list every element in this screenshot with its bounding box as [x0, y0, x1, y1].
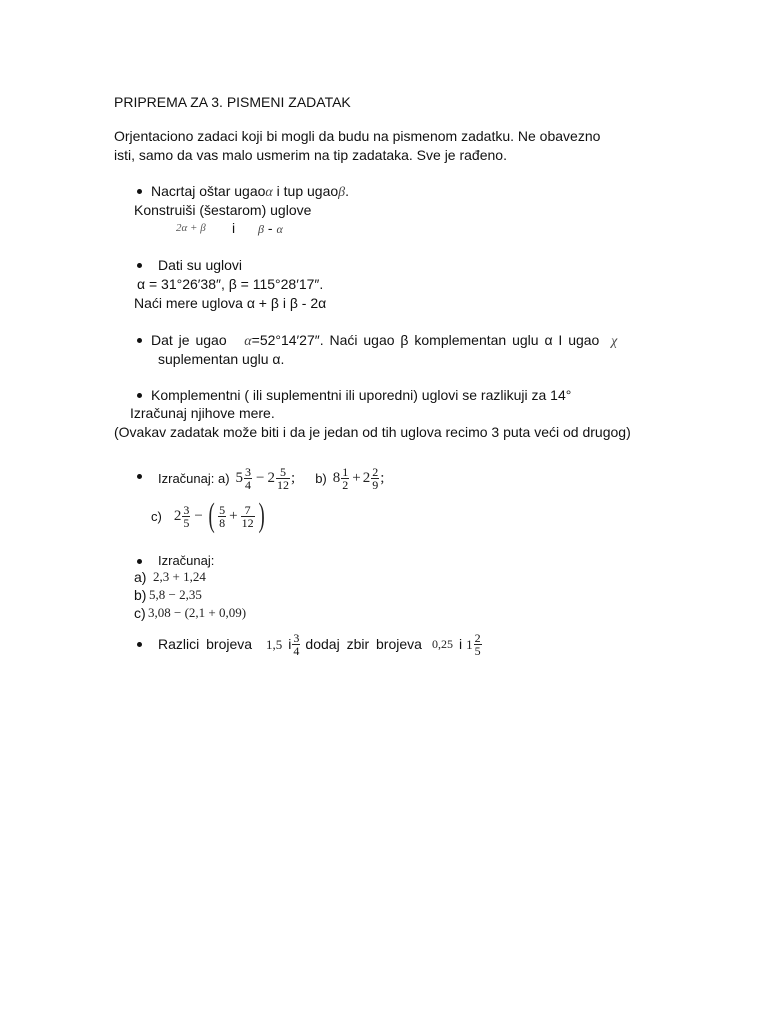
operator: + — [352, 469, 361, 486]
bullet-task-6 — [137, 559, 142, 564]
task4-paragraph: (Ovakav zadatak može biti i da je jedan od tih uglova recimo 3 puta veći od drugog) — [114, 424, 631, 440]
task5-b-label: b) — [315, 470, 327, 486]
intro-line-2: isti, samo da vas malo usmerim na tip zadataka. Sve je rađeno. — [114, 147, 507, 163]
fraction: $\frac{5}{8}$ — [219, 502, 226, 530]
task1-text-a: Nacrtaj oštar ugao — [151, 183, 266, 199]
bullet-task-1 — [137, 189, 142, 194]
task1-line-1 — [151, 183, 349, 201]
task7-line — [158, 624, 483, 664]
expr2-minus: - — [263, 220, 277, 236]
paren-close: ) — [258, 497, 265, 534]
fraction: $\frac{5}{12}$ — [277, 464, 290, 492]
task5-row-ab — [158, 458, 384, 498]
paren-open: ( — [208, 497, 215, 534]
bullet-task-5 — [137, 474, 142, 479]
intro-line-1: Orjentaciono zadaci koji bi mogli da budu na pismenom zadatku. Ne obavezno — [114, 128, 601, 144]
fraction: $\frac{3}{4}$ — [293, 630, 300, 658]
b-whole-2: 2 — [362, 469, 371, 486]
task4-line-2: Izračunaj njihove mere. — [130, 405, 275, 421]
fraction: $\frac{3}{4}$ — [245, 464, 252, 492]
task3-text-a: Dat je ugao — [151, 332, 227, 348]
page-title: PRIPREMA ZA 3. PISMENI ZADATAK — [114, 94, 351, 110]
task1-expr-1: 2α + β — [176, 222, 206, 234]
task7-num-1: 1,5 — [266, 636, 283, 652]
task1-and: i — [232, 220, 236, 236]
operator: + — [229, 507, 238, 524]
task1-expr-2 — [258, 220, 283, 238]
task1-text-b: i tup ugao — [272, 183, 339, 199]
semicolon: ; — [380, 469, 385, 486]
task2-line-1: Dati su uglovi — [158, 257, 243, 273]
operator: − — [194, 507, 203, 524]
task6-c-expr: 3,08 − (2,1 + 0,09) — [148, 605, 247, 620]
fraction: $\frac{1}{2}$ — [342, 464, 349, 492]
task6-b-expr: 5,8 − 2,35 — [149, 587, 202, 602]
task4-line-1: Komplementni ( ili suplementni ili uporedni) uglovi se razlikuji za 14° — [151, 387, 572, 403]
task1-text-c: . — [345, 183, 350, 199]
fraction: $\frac{2}{5}$ — [474, 630, 481, 658]
bullet-task-4 — [137, 393, 142, 398]
fraction: $\frac{3}{5}$ — [183, 502, 190, 530]
task3-line-1 — [151, 332, 617, 350]
alpha-symbol: α — [244, 334, 252, 349]
expr2-alpha: α — [276, 222, 283, 236]
bullet-task-7 — [137, 642, 142, 647]
bullet-task-2 — [137, 263, 142, 268]
operator: − — [256, 469, 265, 486]
task7-text-b: dodaj zbir brojeva — [305, 635, 422, 652]
c-whole: 2 — [173, 507, 182, 524]
task7-and-2: i — [458, 635, 463, 652]
task5-label: Izračunaj: a) — [158, 470, 230, 486]
beta-symbol: β — [338, 185, 346, 200]
task5-row-c — [151, 496, 267, 536]
task6-c-label: c) — [134, 605, 146, 621]
task3-line-2: suplementan uglu α. — [158, 351, 285, 367]
task6-a-label: a) — [134, 569, 147, 585]
task6-label: Izračunaj: — [158, 553, 215, 568]
task7-num-2: 0,25 — [431, 636, 453, 651]
task2-line-3: Naći mere uglova α + β i β - 2α — [134, 295, 327, 311]
task7-and-1: i — [288, 635, 292, 652]
alpha-symbol: α — [265, 185, 273, 200]
b-whole-1: 8 — [332, 469, 341, 486]
task5-c-label: c) — [151, 508, 162, 524]
bullet-task-3 — [137, 338, 142, 343]
a-whole-1: 5 — [235, 469, 244, 486]
fraction: $\frac{2}{9}$ — [372, 464, 379, 492]
task6-a-expr: 2,3 + 1,24 — [153, 569, 206, 584]
task1-line-2: Konstruiši (šestarom) uglove — [134, 202, 312, 218]
expr2-beta: β — [258, 222, 264, 236]
chi-symbol: χ — [611, 334, 618, 349]
task7-text-a: Razlici brojeva — [158, 635, 253, 652]
task6-b-label: b) — [134, 587, 147, 603]
task2-line-2: α = 31°26′38″, β = 115°28′17″. — [137, 276, 324, 292]
task7-whole-2: 1 — [466, 636, 473, 652]
fraction: $\frac{7}{12}$ — [241, 502, 254, 530]
semicolon: ; — [291, 469, 296, 486]
task3-text-b: =52°14′27″. Naći ugao β komplementan uglu α I ugao — [251, 332, 600, 348]
a-whole-2: 2 — [267, 469, 276, 486]
